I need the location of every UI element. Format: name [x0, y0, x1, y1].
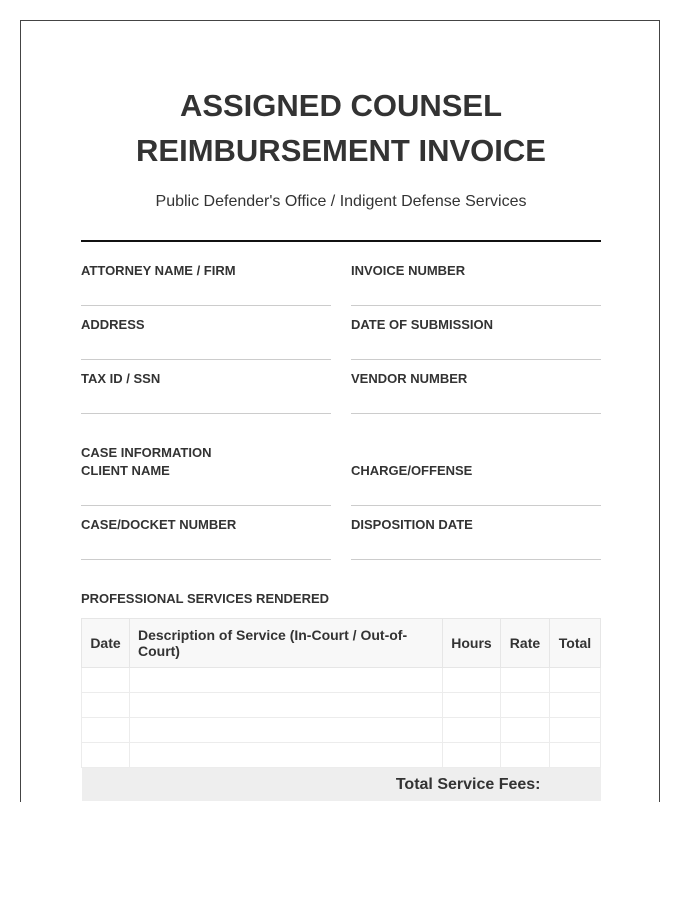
invoice-number-field[interactable]: [351, 252, 601, 306]
disposition-date-label: DISPOSITION DATE: [351, 517, 473, 532]
disposition-date-field[interactable]: [351, 506, 601, 560]
address-field[interactable]: [81, 306, 331, 360]
services-heading: PROFESSIONAL SERVICES RENDERED: [81, 591, 330, 606]
hours-cell[interactable]: [443, 668, 501, 693]
rate-cell[interactable]: [500, 718, 549, 743]
description-cell[interactable]: [129, 718, 442, 743]
col-rate-header: Rate: [500, 619, 549, 668]
hours-cell[interactable]: [443, 693, 501, 718]
description-cell[interactable]: [129, 668, 442, 693]
description-cell[interactable]: [129, 693, 442, 718]
docket-number-field[interactable]: [81, 506, 331, 560]
vendor-number-field[interactable]: [351, 360, 601, 414]
case-information-heading: CASE INFORMATION: [81, 445, 212, 460]
rate-cell[interactable]: [500, 743, 549, 768]
page-subtitle: Public Defender's Office / Indigent Defense Services: [155, 193, 527, 210]
client-name-label: CLIENT NAME: [81, 463, 170, 478]
charge-offense-field[interactable]: [351, 452, 601, 506]
table-row: [82, 693, 601, 718]
total-service-fees-label: Total Service Fees:: [82, 768, 601, 802]
charge-offense-label: CHARGE/OFFENSE: [351, 463, 473, 478]
attorney-name-label: ATTORNEY NAME / FIRM: [81, 263, 236, 278]
table-row: [82, 743, 601, 768]
vendor-number-label: VENDOR NUMBER: [351, 371, 468, 386]
date-of-submission-field[interactable]: [351, 306, 601, 360]
tax-id-field[interactable]: [81, 360, 331, 414]
invoice-page: [20, 20, 660, 802]
col-date-header: Date: [82, 619, 130, 668]
title-line-1: ASSIGNED COUNSEL: [179, 88, 503, 123]
date-of-submission-label: DATE OF SUBMISSION: [351, 317, 494, 332]
rate-cell[interactable]: [500, 668, 549, 693]
date-cell[interactable]: [82, 718, 130, 743]
table-row: [82, 718, 601, 743]
total-row: [82, 768, 601, 802]
hours-cell[interactable]: [443, 743, 501, 768]
invoice-number-label: INVOICE NUMBER: [351, 263, 466, 278]
date-cell[interactable]: [82, 743, 130, 768]
attorney-name-field[interactable]: [81, 252, 331, 306]
rate-cell[interactable]: [500, 693, 549, 718]
services-header-row: [82, 619, 601, 668]
tax-id-label: TAX ID / SSN: [81, 371, 161, 386]
total-cell[interactable]: [549, 718, 600, 743]
title-line-2: REIMBURSEMENT INVOICE: [136, 133, 546, 168]
docket-number-label: CASE/DOCKET NUMBER: [81, 517, 237, 532]
hours-cell[interactable]: [443, 718, 501, 743]
address-label: ADDRESS: [81, 317, 145, 332]
header-divider: [81, 240, 601, 242]
total-cell[interactable]: [549, 668, 600, 693]
table-row: [82, 668, 601, 693]
total-cell[interactable]: [549, 693, 600, 718]
col-description-header: Description of Service (In-Court / Out-of-Court): [129, 619, 442, 668]
col-hours-header: Hours: [443, 619, 501, 668]
total-cell[interactable]: [549, 743, 600, 768]
date-cell[interactable]: [82, 693, 130, 718]
col-total-header: Total: [549, 619, 600, 668]
description-cell[interactable]: [129, 743, 442, 768]
page-title: [21, 83, 660, 173]
date-cell[interactable]: [82, 668, 130, 693]
client-name-field[interactable]: [81, 452, 331, 506]
services-table: [81, 618, 601, 801]
